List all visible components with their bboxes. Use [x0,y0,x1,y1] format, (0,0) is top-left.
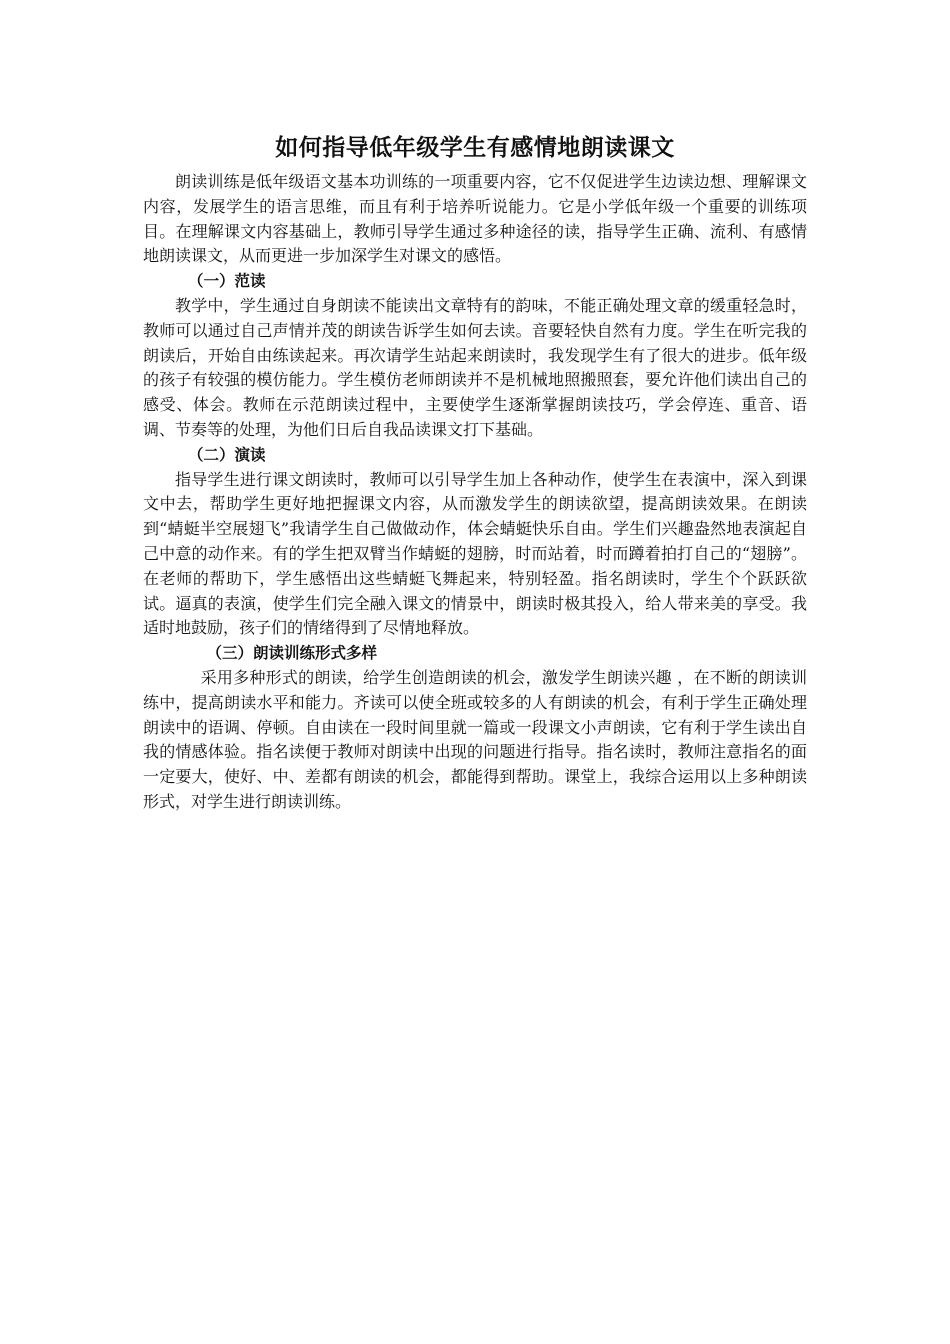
section-model-reading [143,269,807,443]
section-body-model-reading: 教学中，学生通过自身朗读不能读出文章特有的韵味，不能正确处理文章的缓重轻急时，教师可以通过自己声情并茂的朗读告诉学生如何去读。音要轻快自然有力度。学生在听完我的朗读后，开始自由练读起来。再次请学生站起来朗读时，我发现学生有了很大的进步。低年级的孩子有较强的模仿能力。学生模仿老师朗读并不是机械地照搬照套，要允许他们读出自己的感受、体会。教师在示范朗读过程中，主要使学生逐渐掌握朗读技巧，学会停连、重音、语调、节奏等的处理，为他们日后自我品读课文打下基础。 [143,295,807,439]
section-body-varied-reading-forms: 采用多种形式的朗读，给学生创造朗读的机会，激发学生朗读兴趣 ，在不断的朗读训练中，提高朗读水平和能力。齐读可以使全班或较多的人有朗读的机会，有利于学生正确处理朗读中的语调、停顿。自由读在一段时间里就一篇或一段课文小声朗读，它有利于学生读出自我的情感体验。指名读便于教师对朗读中出现的问题进行指导。指名读时，教师注意指名的面一定要大，使好、中、差都有朗读的机会，都能得到帮助。课堂上，我综合运用以上多种朗读形式，对学生进行朗读训练。 [143,667,807,811]
document-title: 如何指导低年级学生有感情地朗读课文 [275,135,675,161]
section-varied-reading-forms [143,641,807,815]
section-heading-model-reading: （一）范读 [187,272,266,291]
section-heading-performance-reading: （二）演读 [187,445,266,464]
document-page [143,128,807,815]
intro-paragraph: 朗读训练是低年级语文基本功训练的一项重要内容，它不仅促进学生边读边想、理解课文内容，发展学生的语言思维，而且有利于培养听说能力。它是小学低年级一个重要的训练项目。在理解课文内容基础上，教师引导学生通过多种途径的读，指导学生正确、流利、有感情地朗读课文，从而更进一步加深学生对课文的感悟。 [143,172,807,266]
section-heading-varied-reading-forms: （三）朗读训练形式多样 [206,644,378,663]
section-body-performance-reading: 指导学生进行课文朗读时，教师可以引导学生加上各种动作，使学生在表演中，深入到课文中去，帮助学生更好地把握课文内容，从而激发学生的朗读欲望，提高朗读效果。在朗读到“蜻蜓半空展翅飞”我请学生自己做做动作，体会蜻蜓快乐自由。学生们兴趣盎然地表演起自己中意的动作来。有的学生把双臂当作蜻蜓的翅膀，时而站着，时而蹲着拍打自己的“翅膀”。在老师的帮助下，学生感悟出这些蜻蜓飞舞起来，特别轻盈。指名朗读时，学生个个跃跃欲试。逼真的表演，使学生们完全融入课文的情景中，朗读时极其投入，给人带来美的享受。我适时地鼓励，孩子们的情绪得到了尽情地释放。 [143,469,807,638]
section-performance-reading [143,443,807,641]
